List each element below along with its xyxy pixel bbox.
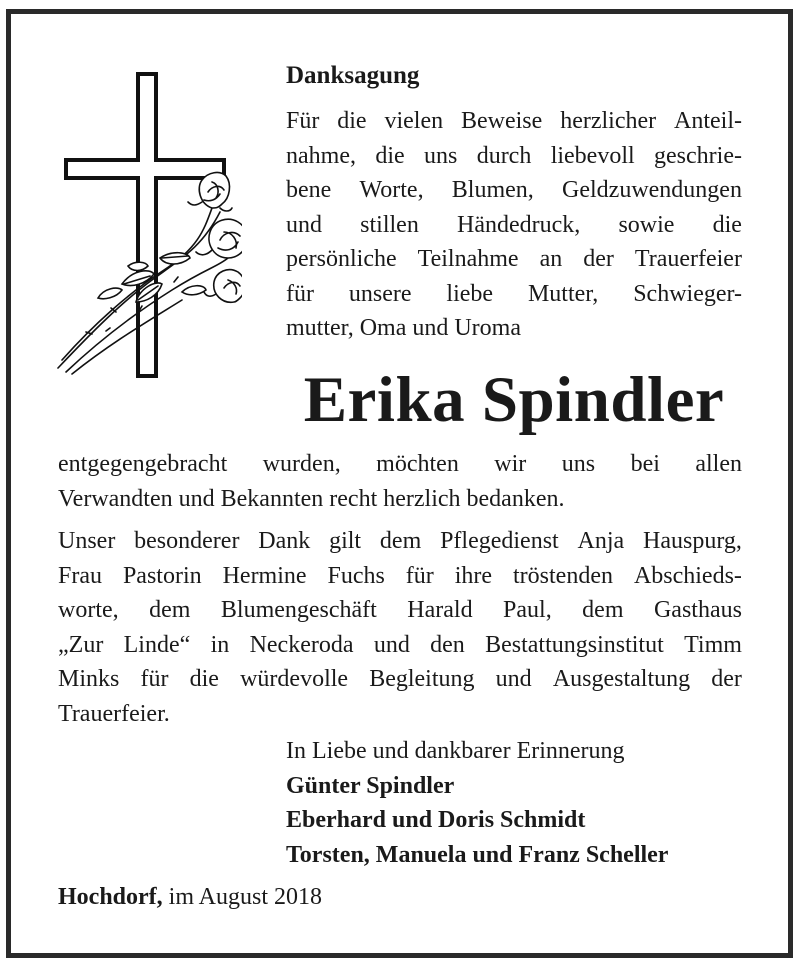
word: Timm — [684, 631, 742, 658]
word: wir — [494, 451, 527, 477]
word: sowie — [618, 211, 675, 238]
word: bene — [286, 177, 332, 203]
word: und — [178, 485, 215, 512]
text-line — [58, 628, 742, 663]
word: Anteil- — [674, 108, 742, 134]
word: die — [375, 142, 405, 169]
word: für — [405, 562, 434, 589]
word: Pflegedienst — [440, 528, 559, 554]
word: Hermine — [222, 562, 307, 589]
word: Blumen, — [451, 177, 534, 203]
deceased-name: Erika Spindler — [303, 364, 725, 436]
word: und — [373, 631, 410, 658]
word: Worte, — [359, 177, 424, 203]
word: Bestattungsinstitut — [485, 631, 664, 658]
word: Gasthaus — [653, 597, 742, 623]
word: Bekannten — [220, 485, 324, 512]
place-and-date — [58, 880, 322, 915]
word: Dank — [258, 528, 311, 554]
text-line — [286, 208, 742, 243]
word: und — [412, 315, 449, 341]
word: uns — [561, 451, 596, 477]
word: dem — [379, 528, 422, 554]
word: Beweise — [460, 108, 543, 134]
word: an — [539, 246, 563, 272]
word: Linde“ — [123, 631, 191, 658]
word: für — [140, 666, 169, 692]
word: worte, — [58, 597, 119, 623]
word: Ausgestaltung — [552, 666, 691, 692]
thanks-paragraph — [58, 447, 742, 516]
word: Trauerfeier. — [58, 700, 170, 727]
word: Pastorin — [122, 562, 202, 589]
text-line — [286, 173, 742, 208]
word: Hauspurg, — [643, 528, 742, 554]
date-text: im August 2018 — [168, 884, 323, 910]
word: die — [712, 211, 742, 238]
word: mutter, — [286, 315, 354, 341]
text-line — [58, 593, 742, 628]
text-line — [58, 662, 742, 697]
word: in — [210, 631, 230, 658]
word: dem — [149, 597, 191, 623]
text-line — [58, 447, 742, 482]
word: der — [711, 666, 742, 692]
word: möchten — [376, 451, 459, 477]
word: nahme, — [286, 142, 356, 169]
word: Oma — [359, 315, 407, 341]
word: für — [286, 280, 314, 307]
word: würdevolle — [240, 666, 349, 692]
word: allen — [695, 451, 742, 477]
word: Verwandten — [58, 485, 173, 512]
special-thanks-paragraph — [58, 524, 742, 731]
word: den — [430, 631, 465, 658]
word: Teilnahme — [417, 246, 519, 272]
word: dem — [582, 597, 624, 623]
word: und — [495, 666, 532, 692]
text-line — [286, 242, 742, 277]
cross-with-roses — [52, 62, 242, 384]
word: Händedruck, — [457, 211, 581, 238]
word: die — [337, 108, 367, 134]
word: wurden, — [262, 451, 341, 477]
text-line — [58, 524, 742, 559]
word: entgegengebracht — [58, 451, 228, 477]
word: recht — [329, 485, 378, 512]
word: „Zur — [58, 631, 104, 658]
word: Fuchs — [327, 562, 385, 589]
word: geschrie- — [654, 142, 742, 169]
word: durch — [476, 142, 532, 169]
word: unsere — [348, 280, 412, 307]
word: bei — [630, 451, 660, 477]
text-line — [286, 104, 742, 139]
word: Unser — [58, 528, 116, 554]
word: herzlich — [383, 485, 461, 512]
word: persönliche — [286, 246, 397, 272]
word: Minks — [58, 666, 120, 692]
word: die — [189, 666, 219, 692]
word: Harald — [407, 597, 473, 623]
word: Für — [286, 108, 320, 134]
word: Schwieger- — [633, 280, 742, 307]
word: Anja — [577, 528, 625, 554]
word: Neckeroda — [249, 631, 354, 658]
text-line — [58, 697, 742, 732]
text-line — [286, 311, 742, 346]
word: ihre — [454, 562, 493, 589]
word: Paul, — [503, 597, 552, 623]
signatory: Günter Spindler — [286, 772, 455, 799]
word: liebevoll — [550, 142, 635, 169]
word: Geldzuwendungen — [562, 177, 742, 203]
word: bedanken. — [466, 485, 565, 512]
word: und — [286, 211, 322, 238]
word: gilt — [329, 528, 362, 554]
word: Blumengeschäft — [220, 597, 377, 623]
word: uns — [424, 142, 458, 169]
closing-phrase: In Liebe und dankbarer Erinnerung — [286, 738, 625, 764]
word: Frau — [58, 562, 102, 589]
word: herzlicher — [560, 108, 657, 134]
signatory: Eberhard und Doris Schmidt — [286, 807, 586, 833]
signatory: Torsten, Manuela und Franz Scheller — [286, 841, 669, 868]
word: tröstenden — [513, 562, 613, 589]
word: liebe — [446, 280, 494, 307]
notice-heading: Danksagung — [286, 62, 420, 89]
word: vielen — [384, 108, 444, 134]
text-line — [286, 277, 742, 312]
word: Abschieds- — [633, 562, 742, 589]
word: besonderer — [134, 528, 240, 554]
word: Uroma — [454, 315, 521, 341]
word: der — [583, 246, 614, 272]
word: Trauerfeier — [634, 246, 742, 272]
text-line — [286, 139, 742, 174]
word: Begleitung — [369, 666, 475, 692]
text-line — [58, 559, 742, 594]
closing-block — [286, 734, 668, 872]
intro-paragraph — [286, 104, 742, 346]
text-line — [58, 482, 742, 517]
word: Mutter, — [527, 280, 599, 307]
place: Hochdorf, — [58, 884, 163, 910]
word: stillen — [360, 211, 419, 238]
